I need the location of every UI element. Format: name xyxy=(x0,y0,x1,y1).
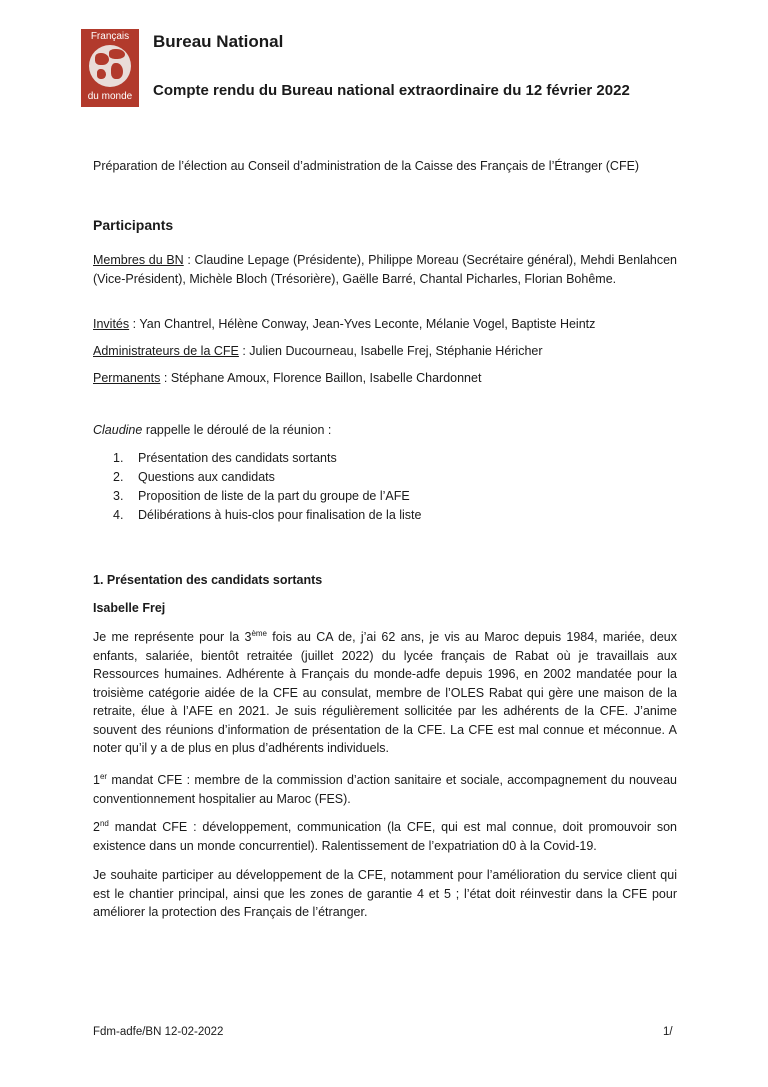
agenda-item xyxy=(93,449,421,468)
agenda-item-number: 2. xyxy=(113,470,124,484)
speaker-name: Isabelle Frej xyxy=(93,601,166,615)
p1-rest: fois au CA de, j’ai 62 ans, je vis au Maroc depuis 1984, mariée, deux enfants, salariée, bientôt retraitée (juillet 2022) du lycée français de Rabat où je travaillais aux Ressources humaines. Adhérente à Français du monde-adfe depuis 1996, en 2002 mandatée pour la troisième catégorie aidée de la CFE au consulat, membre de l’OLES Rabat qui gère une maison de la retraite, élue à l’AFE en 2021. Je suis régulièrement sollicitée par les adhérents de la CFE. J’anime souvent des réunions d’information de présentation de la CFE. La CFE est mal connue et méconnue. A noter qu’il y a de plus en plus d’adhérents individuels. xyxy=(93,630,677,755)
p3-rest: mandat CFE : développement, communication (la CFE, qui est mal connue, doit promouvoir son existence dans un monde concurrentiel). Ralentissement de l’expatriation d0 à la Covid-19. xyxy=(93,820,677,853)
globe-icon xyxy=(89,45,131,87)
members-paragraph xyxy=(93,251,677,288)
agenda-item-label: Délibérations à huis-clos pour finalisation de la liste xyxy=(138,508,422,522)
admins-label: Administrateurs de la CFE xyxy=(93,344,239,358)
logo-text-bottom: du monde xyxy=(87,91,133,102)
agenda-item-number: 3. xyxy=(113,489,124,503)
admins-text: : Julien Ducourneau, Isabelle Frej, Stéphanie Héricher xyxy=(238,344,543,358)
speaker-paragraph-3 xyxy=(93,818,677,855)
p3-start: 2 xyxy=(93,820,100,834)
speaker-paragraph-2 xyxy=(93,771,677,808)
p2-start: 1 xyxy=(93,773,100,787)
footer-reference: Fdm-adfe/BN 12-02-2022 xyxy=(93,1026,224,1038)
permanents-label: Permanents xyxy=(93,371,161,385)
p3-superscript: nd xyxy=(99,818,109,828)
francais-du-monde-logo xyxy=(81,29,139,107)
participants-heading: Participants xyxy=(93,217,174,233)
meeting-topic: Préparation de l’élection au Conseil d’administration de la Caisse des Français de l’Étranger (CFE) xyxy=(93,159,640,173)
agenda-intro xyxy=(93,421,677,440)
permanents-text: : Stéphane Amoux, Florence Baillon, Isabelle Chardonnet xyxy=(160,371,482,385)
invites-label: Invités xyxy=(93,317,130,331)
logo-text-top: Français xyxy=(90,31,130,42)
section1-heading: 1. Présentation des candidats sortants xyxy=(93,573,323,587)
admins-paragraph xyxy=(93,342,677,361)
members-label: Membres du BN xyxy=(93,253,184,267)
agenda-item xyxy=(93,468,421,487)
invites-paragraph xyxy=(93,315,677,334)
members-text: : Claudine Lepage (Présidente), Philippe Moreau (Secrétaire général), Mehdi Benlahcen (Vice-Président), Michèle Bloch (Trésorière), Gaëlle Barré, Chantal Picharles, Florian Bohême. xyxy=(93,253,677,286)
page-number: 1/ xyxy=(663,1026,673,1038)
p2-rest: mandat CFE : membre de la commission d’action sanitaire et sociale, accompagnement du nouveau conventionnement hospitalier au Maroc (FES). xyxy=(93,773,677,806)
intro-name: Claudine xyxy=(93,423,143,437)
agenda-list xyxy=(93,449,421,525)
agenda-item xyxy=(93,506,421,525)
page-title: Bureau National xyxy=(153,32,284,51)
agenda-item-number: 1. xyxy=(113,451,124,465)
intro-text: rappelle le déroulé de la réunion : xyxy=(142,423,332,437)
agenda-item-number: 4. xyxy=(113,508,124,522)
agenda-item-label: Présentation des candidats sortants xyxy=(138,451,337,465)
speaker-paragraph-1 xyxy=(93,628,677,758)
p1-start: Je me représente pour la 3 xyxy=(93,630,252,644)
permanents-paragraph xyxy=(93,369,677,388)
speaker-paragraph-4: Je souhaite participer au développement de la CFE, notamment pour l’amélioration du service client qui est le chantier principal, ainsi que les zones de garantie 4 et 5 ; l’état doit réinvestir dans la CFE pour améliorer la protection des Français de l’étranger. xyxy=(93,868,677,919)
agenda-item-label: Proposition de liste de la part du groupe de l’AFE xyxy=(138,489,410,503)
p1-superscript: ème xyxy=(251,628,267,638)
p2-superscript: er xyxy=(99,771,108,781)
agenda-item-label: Questions aux candidats xyxy=(138,470,275,484)
invites-text: : Yan Chantrel, Hélène Conway, Jean-Yves Leconte, Mélanie Vogel, Baptiste Heintz xyxy=(129,317,596,331)
agenda-item xyxy=(93,487,421,506)
page-subtitle: Compte rendu du Bureau national extraordinaire du 12 février 2022 xyxy=(153,82,630,99)
